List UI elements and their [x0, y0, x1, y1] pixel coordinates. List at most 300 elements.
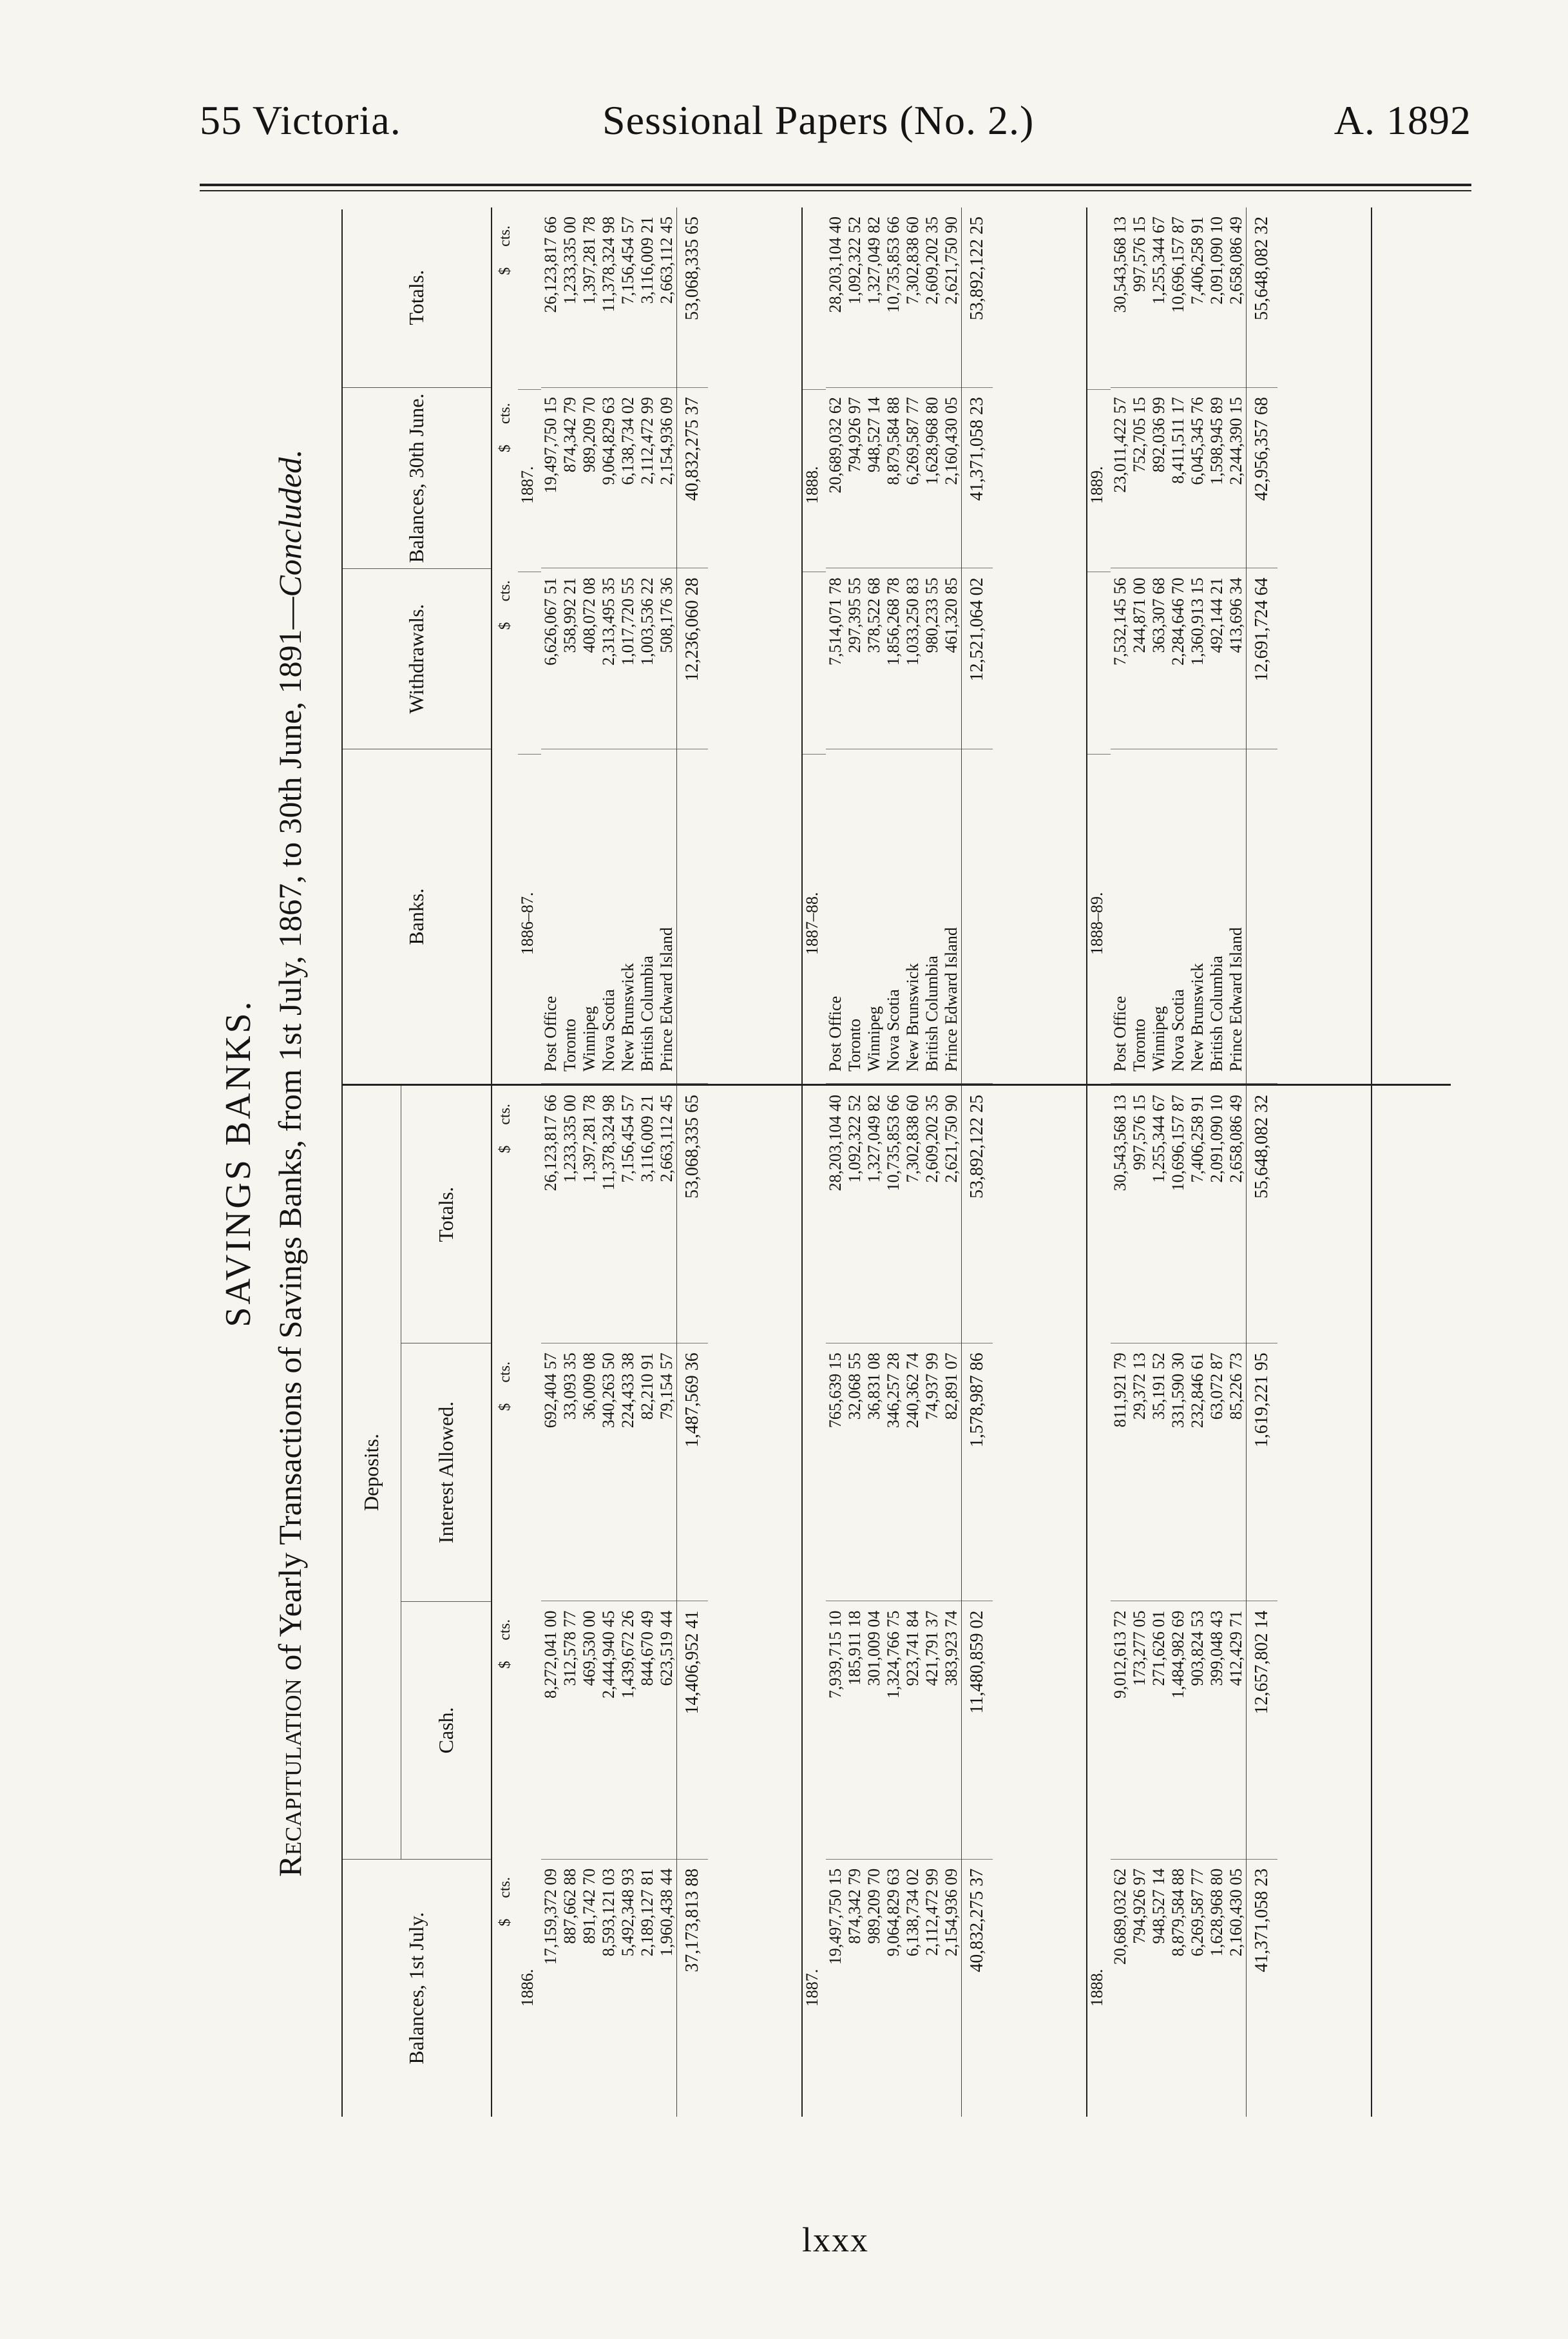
balance-1st-cell: 2,112,472 99 — [923, 1868, 941, 1956]
header-rule-thin — [200, 190, 1471, 191]
balance-1st-cell: 989,209 70 — [865, 1868, 883, 1944]
table-row — [884, 207, 903, 1084]
subtitle-tail: Concluded. — [272, 449, 308, 597]
table-row — [1227, 207, 1246, 1084]
interest-cell: 74,937 99 — [923, 1343, 942, 1601]
sum-total: 53,068,335 65 — [677, 1086, 708, 1343]
balance-1st-cell: 887,662 88 — [560, 1868, 579, 1944]
balance-30th-cell: 6,045,345 76 — [1188, 388, 1207, 568]
balance-1st-cell: 2,189,127 81 — [638, 1868, 656, 1957]
interest-cell: 35,191 52 — [1149, 1343, 1169, 1601]
interest-cell: 240,362 74 — [903, 1343, 923, 1601]
interest-cell: 340,263 50 — [599, 1343, 618, 1601]
sum-total-right: 55,648,082 32 — [1247, 207, 1277, 388]
table-row — [1130, 1086, 1149, 2117]
balance-1st-cell: 948,527 14 — [1149, 1868, 1168, 1944]
cash-cell: 623,519 44 — [657, 1602, 676, 1860]
spacer — [1087, 207, 1111, 390]
period-label: 1888–89. — [1087, 892, 1106, 956]
year-open-label: 1886. — [518, 1968, 537, 2007]
cash-cell: 173,277 05 — [1130, 1602, 1149, 1860]
balance-1st-cell: 2,154,936 09 — [942, 1868, 961, 1957]
balance-30th-cell: 2,160,430 05 — [942, 388, 961, 568]
total-right-cell: 1,233,335 00 — [560, 207, 580, 388]
total-right-cell: 26,123,817 66 — [541, 207, 560, 388]
bank-name-cell: Toronto — [845, 749, 865, 1084]
total-right-cell: 10,696,157 87 — [1169, 207, 1188, 388]
table-row — [560, 207, 580, 1084]
bank-name-cell: Prince Edward Island — [657, 749, 676, 1084]
cash-cell: 412,429 71 — [1227, 1602, 1246, 1860]
cash-cell: 923,741 84 — [903, 1602, 923, 1860]
interest-cell: 63,072 87 — [1207, 1343, 1227, 1601]
sum-interest: 1,578,987 86 — [962, 1343, 993, 1601]
bank-name-cell: New Brunswick — [1188, 749, 1207, 1084]
sum-balance-1st: 37,173,813 88 — [682, 1868, 702, 1972]
year-block — [803, 207, 1087, 1084]
table-row — [942, 207, 961, 1084]
table-row — [618, 1086, 638, 2117]
year-block — [518, 1086, 803, 2117]
table-row — [599, 1086, 618, 2117]
interest-cell: 79,154 57 — [657, 1343, 676, 1601]
table-row — [580, 1086, 599, 2117]
total-cell: 7,302,838 60 — [903, 1086, 923, 1343]
table-row — [1169, 207, 1188, 1084]
balance-1st-cell: 794,926 97 — [1130, 1868, 1149, 1944]
table-row — [923, 207, 942, 1084]
bank-name-cell: Post Office — [1111, 749, 1130, 1084]
table-row — [865, 1086, 884, 2117]
table-row — [903, 207, 923, 1084]
sum-withdrawals: 12,691,724 64 — [1247, 568, 1277, 749]
table-row — [942, 1086, 961, 2117]
year-close-label: 1889. — [1087, 390, 1111, 572]
sum-total-right: 53,892,122 25 — [962, 207, 993, 388]
total-right-cell: 2,091,090 10 — [1207, 207, 1227, 388]
total-right-cell: 2,609,202 35 — [923, 207, 942, 388]
withdrawal-cell: 413,696 34 — [1227, 568, 1246, 749]
total-right-cell: 1,397,281 78 — [580, 207, 599, 388]
total-cell: 1,233,335 00 — [560, 1086, 580, 1343]
sum-balance-1st: 41,371,058 23 — [1252, 1868, 1272, 1972]
balance-1st-cell: 17,159,372 09 — [541, 1868, 560, 1965]
total-right-cell: 7,302,838 60 — [903, 207, 923, 388]
withdrawal-cell: 7,532,145 56 — [1111, 568, 1130, 749]
withdrawal-cell: 1,017,720 55 — [618, 568, 638, 749]
interest-cell: 36,831 08 — [865, 1343, 884, 1601]
subtitle-rest: of Yearly Transactions of Savings Banks, from 1st July, 1867, to 30th June, 1891— — [272, 597, 308, 1679]
balance-30th-cell: 794,926 97 — [845, 388, 865, 568]
table-row — [923, 1086, 942, 2117]
bank-name-cell: New Brunswick — [618, 749, 638, 1084]
balance-1st-cell: 19,497,750 15 — [826, 1868, 845, 1965]
sum-row — [1246, 207, 1277, 1084]
withdrawal-cell: 1,856,268 78 — [884, 568, 903, 749]
bank-name-cell: New Brunswick — [903, 749, 923, 1084]
unit-label: $ cts. — [496, 403, 513, 453]
interest-cell: 33,093 35 — [560, 1343, 580, 1601]
left-units-row — [492, 1086, 518, 2117]
balance-1st-cell: 8,879,584 88 — [1169, 1868, 1187, 1957]
withdrawal-cell: 378,522 68 — [865, 568, 884, 749]
table-row — [1188, 1086, 1207, 2117]
col-cash: Cash. — [434, 1707, 457, 1754]
table-row — [845, 1086, 865, 2117]
table-row — [638, 1086, 657, 2117]
table-row — [903, 1086, 923, 2117]
balance-1st-cell: 9,064,829 63 — [884, 1868, 903, 1957]
total-cell: 11,378,324 98 — [599, 1086, 618, 1343]
withdrawal-cell: 358,992 21 — [560, 568, 580, 749]
spacer — [1087, 572, 1111, 755]
table-row — [1111, 1086, 1130, 2117]
cash-cell: 903,824 53 — [1188, 1602, 1207, 1860]
table-row — [599, 207, 618, 1084]
total-cell: 2,663,112 45 — [657, 1086, 676, 1343]
table-row — [657, 207, 676, 1084]
cash-cell: 7,939,715 10 — [826, 1602, 845, 1860]
col-deposits: Deposits. — [343, 1086, 401, 1859]
cash-cell: 1,324,766 75 — [884, 1602, 903, 1860]
subtitle-lead: Recapitulation — [272, 1679, 308, 1877]
period-label: 1887–88. — [803, 892, 821, 956]
balance-30th-cell: 2,154,936 09 — [657, 388, 676, 568]
bank-name-cell: Post Office — [541, 749, 560, 1084]
total-cell: 1,397,281 78 — [580, 1086, 599, 1343]
balance-30th-cell: 1,598,945 89 — [1207, 388, 1227, 568]
balance-1st-cell: 2,160,430 05 — [1227, 1868, 1245, 1957]
balance-30th-cell: 1,628,968 80 — [923, 388, 942, 568]
bank-name-cell: Prince Edward Island — [1227, 749, 1246, 1084]
withdrawal-cell: 244,871 00 — [1130, 568, 1149, 749]
interest-cell: 29,372 13 — [1130, 1343, 1149, 1601]
table-row — [618, 207, 638, 1084]
total-cell: 10,696,157 87 — [1169, 1086, 1188, 1343]
table-row — [884, 1086, 903, 2117]
bank-name-cell: Nova Scotia — [1169, 749, 1188, 1084]
total-cell: 7,156,454 57 — [618, 1086, 638, 1343]
total-right-cell: 1,255,344 67 — [1149, 207, 1169, 388]
total-right-cell: 10,735,853 66 — [884, 207, 903, 388]
interest-cell: 82,210 91 — [638, 1343, 657, 1601]
balance-30th-cell: 892,036 99 — [1149, 388, 1169, 568]
total-right-cell: 28,203,104 40 — [826, 207, 845, 388]
spacer — [518, 572, 541, 755]
sum-balance-1st: 40,832,275 37 — [967, 1868, 987, 1972]
sum-row — [961, 207, 993, 1084]
right-units-row — [492, 207, 518, 1084]
bank-name-cell: Toronto — [560, 749, 580, 1084]
balance-1st-cell: 891,742 70 — [580, 1868, 598, 1944]
total-cell: 28,203,104 40 — [826, 1086, 845, 1343]
year-block — [518, 207, 803, 1084]
balance-30th-cell: 8,411,511 17 — [1169, 388, 1188, 568]
balance-30th-cell: 874,342 79 — [560, 388, 580, 568]
table-row — [1130, 207, 1149, 1084]
total-cell: 2,609,202 35 — [923, 1086, 942, 1343]
cash-cell: 2,444,940 45 — [599, 1602, 618, 1860]
year-block — [1087, 207, 1372, 1084]
balance-1st-cell: 6,138,734 02 — [903, 1868, 922, 1957]
total-right-cell: 30,543,568 13 — [1111, 207, 1130, 388]
total-cell: 997,576 15 — [1130, 1086, 1149, 1343]
col-balances-1st: Balances, 1st July. — [405, 1912, 428, 2065]
interest-cell: 811,921 79 — [1111, 1343, 1130, 1601]
sum-row — [676, 207, 708, 1084]
total-cell: 10,735,853 66 — [884, 1086, 903, 1343]
bank-name-cell: British Columbia — [638, 749, 657, 1084]
year-row — [1087, 1086, 1111, 2117]
unit-label: $ cts. — [496, 1619, 513, 1669]
cash-cell: 421,791 37 — [923, 1602, 942, 1860]
cash-cell: 469,530 00 — [580, 1602, 599, 1860]
year-row — [518, 1086, 541, 2117]
withdrawal-cell: 2,313,495 35 — [599, 568, 618, 749]
table-row — [826, 1086, 845, 2117]
interest-cell: 765,639 15 — [826, 1343, 845, 1601]
balance-1st-cell: 8,593,121 03 — [599, 1868, 618, 1957]
year-block — [1087, 1086, 1372, 2117]
total-cell: 30,543,568 13 — [1111, 1086, 1130, 1343]
table-row — [1111, 207, 1130, 1084]
withdrawal-cell: 297,395 55 — [845, 568, 865, 749]
bank-name-cell: British Columbia — [1207, 749, 1227, 1084]
header-rule — [200, 184, 1471, 186]
bank-name-cell: Nova Scotia — [884, 749, 903, 1084]
bank-name-cell: Winnipeg — [580, 749, 599, 1084]
balance-1st-cell: 1,960,438 44 — [657, 1868, 676, 1957]
table-row — [1149, 1086, 1169, 2117]
interest-cell: 32,068 55 — [845, 1343, 865, 1601]
col-balances-30th: Balances, 30th June. — [343, 388, 491, 568]
spacer — [518, 207, 541, 390]
cash-cell: 9,012,613 72 — [1111, 1602, 1130, 1860]
year-row — [803, 207, 826, 1084]
withdrawal-cell: 980,233 55 — [923, 568, 942, 749]
spacer — [803, 572, 826, 755]
bank-name-cell: Winnipeg — [865, 749, 884, 1084]
balance-1st-cell: 874,342 79 — [845, 1868, 864, 1944]
bank-name-cell: Winnipeg — [1149, 749, 1169, 1084]
year-close-label: 1887. — [518, 390, 541, 572]
interest-cell: 224,433 38 — [618, 1343, 638, 1601]
withdrawal-cell: 6,626,067 51 — [541, 568, 560, 749]
interest-cell: 331,590 30 — [1169, 1343, 1188, 1601]
total-right-cell: 11,378,324 98 — [599, 207, 618, 388]
withdrawal-cell: 1,033,250 83 — [903, 568, 923, 749]
cash-cell: 312,578 77 — [560, 1602, 580, 1860]
table-row — [560, 1086, 580, 2117]
total-cell: 2,658,086 49 — [1227, 1086, 1246, 1343]
total-right-cell: 1,092,322 52 — [845, 207, 865, 388]
table-row — [865, 207, 884, 1084]
total-cell: 2,091,090 10 — [1207, 1086, 1227, 1343]
table-row — [638, 207, 657, 1084]
table-row — [657, 1086, 676, 2117]
sum-total-right: 53,068,335 65 — [677, 207, 708, 388]
table-row — [1207, 1086, 1227, 2117]
interest-cell: 82,891 07 — [942, 1343, 961, 1601]
spacer — [677, 749, 708, 1084]
unit-label: $ cts. — [496, 226, 513, 275]
right-header — [343, 207, 492, 1084]
balance-30th-cell: 23,011,422 57 — [1111, 388, 1130, 568]
bank-name-cell: British Columbia — [923, 749, 942, 1084]
total-right-cell: 997,576 15 — [1130, 207, 1149, 388]
year-close-label: 1888. — [803, 390, 826, 572]
total-cell: 1,327,049 82 — [865, 1086, 884, 1343]
balance-30th-cell: 6,269,587 77 — [903, 388, 923, 568]
total-cell: 1,092,322 52 — [845, 1086, 865, 1343]
table-row — [1149, 207, 1169, 1084]
table-row — [1227, 1086, 1246, 2117]
unit-label: $ cts. — [496, 1877, 513, 1927]
header-title: Sessional Papers (No. 2.) — [602, 97, 1035, 143]
balance-30th-cell: 989,209 70 — [580, 388, 599, 568]
cash-cell: 8,272,041 00 — [541, 1602, 560, 1860]
sum-row — [676, 1086, 708, 2117]
deposits-half — [343, 1084, 1451, 2117]
total-right-cell: 3,116,009 21 — [638, 207, 657, 388]
withdrawal-cell: 408,072 08 — [580, 568, 599, 749]
balance-30th-cell: 752,705 15 — [1130, 388, 1149, 568]
total-right-cell: 1,327,049 82 — [865, 207, 884, 388]
right-body — [518, 207, 1372, 1084]
withdrawal-cell: 7,514,071 78 — [826, 568, 845, 749]
bank-name-cell: Prince Edward Island — [942, 749, 961, 1084]
balance-1st-cell: 1,628,968 80 — [1207, 1868, 1226, 1957]
withdrawal-cell: 1,003,536 22 — [638, 568, 657, 749]
col-totals: Totals. — [401, 1086, 491, 1343]
spacer — [1247, 749, 1277, 1084]
left-header — [343, 1086, 492, 2117]
spacer — [962, 749, 993, 1084]
table-row — [541, 207, 560, 1084]
sum-balance-30th: 42,956,357 68 — [1247, 388, 1277, 568]
total-cell: 7,406,258 91 — [1188, 1086, 1207, 1343]
left-body — [518, 1086, 1372, 2117]
balance-1st-cell: 20,689,032 62 — [1111, 1868, 1129, 1965]
total-right-cell: 7,406,258 91 — [1188, 207, 1207, 388]
table-row — [845, 207, 865, 1084]
interest-cell: 36,009 08 — [580, 1343, 599, 1601]
sum-interest: 1,487,569 36 — [677, 1343, 708, 1601]
sum-balance-30th: 41,371,058 23 — [962, 388, 993, 568]
table-row — [580, 207, 599, 1084]
balance-1st-cell: 6,269,587 77 — [1188, 1868, 1207, 1957]
interest-cell: 232,846 61 — [1188, 1343, 1207, 1601]
unit-label: $ cts. — [496, 1362, 513, 1411]
withdrawal-cell: 461,320 85 — [942, 568, 961, 749]
total-right-cell: 7,156,454 57 — [618, 207, 638, 388]
cash-cell: 271,626 01 — [1149, 1602, 1169, 1860]
sum-withdrawals: 12,521,064 02 — [962, 568, 993, 749]
rotated-table-block — [218, 209, 1495, 2117]
col-interest: Interest Allowed. — [401, 1343, 491, 1601]
sum-row — [961, 1086, 993, 2117]
sum-cash: 11,480,859 02 — [962, 1602, 993, 1860]
withdrawal-cell: 1,360,913 15 — [1188, 568, 1207, 749]
sum-row — [1246, 1086, 1277, 2117]
year-row — [1087, 207, 1111, 1084]
total-right-cell: 2,658,086 49 — [1227, 207, 1246, 388]
header-year: A. 1892 — [1334, 97, 1471, 143]
table-row — [1207, 207, 1227, 1084]
page-folio: lxxx — [802, 2220, 870, 2259]
header-session: 55 Victoria. — [200, 97, 401, 143]
cash-cell: 1,484,982 69 — [1169, 1602, 1188, 1860]
balance-1st-cell: 5,492,348 93 — [618, 1868, 637, 1957]
cash-cell: 185,911 18 — [845, 1602, 865, 1860]
balance-30th-cell: 6,138,734 02 — [618, 388, 638, 568]
interest-cell: 346,257 28 — [884, 1343, 903, 1601]
year-open-label: 1887. — [803, 1968, 821, 2007]
withdrawal-cell: 2,284,646 70 — [1169, 568, 1188, 749]
year-row — [518, 207, 541, 1084]
withdrawal-cell: 492,144 21 — [1207, 568, 1227, 749]
table-row — [826, 207, 845, 1084]
bank-name-cell: Toronto — [1130, 749, 1149, 1084]
withdrawal-cell: 363,307 68 — [1149, 568, 1169, 749]
sum-balance-30th: 40,832,275 37 — [677, 388, 708, 568]
period-label: 1886–87. — [518, 892, 537, 956]
interest-cell: 85,226 73 — [1227, 1343, 1246, 1601]
bank-name-cell: Post Office — [826, 749, 845, 1084]
spacer — [803, 207, 826, 390]
year-block — [803, 1086, 1087, 2117]
balance-30th-cell: 948,527 14 — [865, 388, 884, 568]
unit-label: $ cts. — [496, 1104, 513, 1153]
year-row — [803, 1086, 826, 2117]
sum-total: 53,892,122 25 — [962, 1086, 993, 1343]
table-row — [1188, 207, 1207, 1084]
sum-cash: 12,657,802 14 — [1247, 1602, 1277, 1860]
total-cell: 26,123,817 66 — [541, 1086, 560, 1343]
year-open-label: 1888. — [1087, 1968, 1106, 2007]
total-cell: 3,116,009 21 — [638, 1086, 657, 1343]
table-subtitle — [264, 209, 316, 2117]
cash-cell: 1,439,672 26 — [618, 1602, 638, 1860]
balance-30th-cell: 9,064,829 63 — [599, 388, 618, 568]
withdrawals-half — [343, 207, 1451, 1084]
table-row — [541, 1086, 560, 2117]
savings-table — [341, 209, 1451, 2117]
balance-30th-cell: 20,689,032 62 — [826, 388, 845, 568]
total-cell: 2,621,750 90 — [942, 1086, 961, 1343]
deposits-group — [343, 1086, 491, 1860]
cash-cell: 399,048 43 — [1207, 1602, 1227, 1860]
cash-cell: 383,923 74 — [942, 1602, 961, 1860]
cash-cell: 301,009 04 — [865, 1602, 884, 1860]
balance-30th-cell: 8,879,584 88 — [884, 388, 903, 568]
cash-cell: 844,670 49 — [638, 1602, 657, 1860]
table-row — [1169, 1086, 1188, 2117]
total-right-cell: 2,663,112 45 — [657, 207, 676, 388]
sum-interest: 1,619,221 95 — [1247, 1343, 1277, 1601]
col-banks: Banks. — [405, 888, 428, 945]
col-totals-right: Totals. — [343, 207, 491, 388]
balance-30th-cell: 2,112,472 99 — [638, 388, 657, 568]
balance-30th-cell: 19,497,750 15 — [541, 388, 560, 568]
interest-cell: 692,404 57 — [541, 1343, 560, 1601]
col-withdrawals: Withdrawals. — [343, 569, 491, 749]
total-right-cell: 2,621,750 90 — [942, 207, 961, 388]
sum-withdrawals: 12,236,060 28 — [677, 568, 708, 749]
bank-name-cell: Nova Scotia — [599, 749, 618, 1084]
unit-label: $ cts. — [496, 580, 513, 630]
sum-cash: 14,406,952 41 — [677, 1602, 708, 1860]
